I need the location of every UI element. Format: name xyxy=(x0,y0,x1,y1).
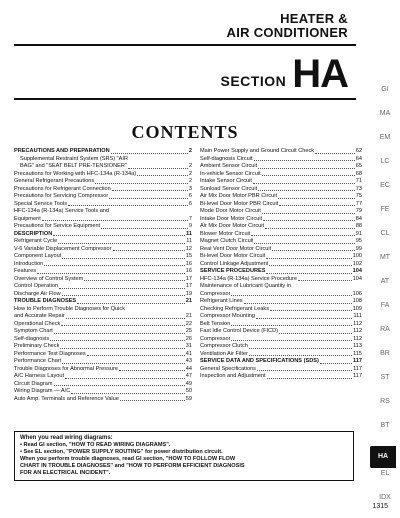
toc-leader-dots xyxy=(119,370,185,371)
toc-page-number: 22 xyxy=(185,320,192,327)
toc-leader-dots xyxy=(231,325,352,326)
toc-section-heading[interactable] xyxy=(14,148,192,156)
toc-entry[interactable] xyxy=(200,351,362,359)
toc-entry-title: Auto Amp. Terminals and Reference Value xyxy=(14,395,119,402)
toc-left-column xyxy=(14,148,192,403)
toc-entry-title: Checking Refrigerant Leaks xyxy=(200,305,270,312)
toc-page-number: 16 xyxy=(185,268,192,274)
toc-page-number: 64 xyxy=(355,155,362,162)
title-line-1: HEATER & xyxy=(280,11,348,26)
toc-entry-title: Equipment xyxy=(14,215,41,222)
toc-entry[interactable] xyxy=(200,276,362,284)
toc-leader-dots xyxy=(269,265,351,266)
toc-leader-dots xyxy=(266,258,351,259)
toc-leader-dots xyxy=(87,355,185,356)
toc-page-number: 47 xyxy=(185,373,192,379)
toc-page-number: 68 xyxy=(355,170,362,177)
toc-leader-dots xyxy=(66,318,185,319)
toc-entry[interactable] xyxy=(14,171,192,179)
section-tab-mt[interactable]: MT xyxy=(379,254,391,261)
section-index-tabs xyxy=(370,0,400,518)
toc-section-heading[interactable] xyxy=(14,298,192,306)
section-tab-at[interactable]: AT xyxy=(380,278,390,285)
toc-entry[interactable] xyxy=(14,276,192,284)
toc-entry[interactable] xyxy=(14,246,192,254)
toc-entry-title: Intake Door Motor Circuit xyxy=(200,215,263,222)
section-tab-bt[interactable]: BT xyxy=(380,422,390,429)
toc-entry[interactable] xyxy=(200,156,362,164)
toc-leader-dots xyxy=(109,198,188,199)
toc-page-number: 111 xyxy=(353,313,362,319)
toc-page-number: 21 xyxy=(185,298,192,304)
toc-entry-title: Refrigerant Lines xyxy=(200,298,243,304)
toc-entry-title: Self-diagnosis xyxy=(14,335,50,342)
toc-leader-dots xyxy=(279,205,354,206)
toc-entry[interactable] xyxy=(14,223,192,231)
toc-entry[interactable] xyxy=(200,178,362,186)
toc-page-number: 3 xyxy=(188,185,192,192)
toc-page-number: 108 xyxy=(352,298,362,304)
toc-entry-title: Magnet Clutch Circuit xyxy=(200,238,254,244)
toc-entry-title: Air Mix Door Motor Circuit xyxy=(200,223,265,229)
toc-entry-title: Blower Motor Circuit xyxy=(200,230,251,237)
toc-entry-title: Control Linkage Adjustment xyxy=(200,260,269,267)
toc-entry[interactable] xyxy=(200,261,362,269)
notice-line-5: CHART IN TROUBLE DIAGNOSES" and "HOW TO PERFORM EFFICIENT DIAGNOSIS xyxy=(20,463,245,469)
toc-entry[interactable] xyxy=(14,253,192,261)
section-tab-br[interactable]: BR xyxy=(380,350,390,357)
toc-entry[interactable] xyxy=(200,253,362,261)
page-number: 1315 xyxy=(372,503,388,510)
toc-page-number: 91 xyxy=(355,230,362,237)
toc-entry[interactable] xyxy=(14,268,192,276)
toc-leader-dots xyxy=(254,160,355,161)
toc-entry-title: V-6 Variable Displacement Compressor xyxy=(14,245,112,252)
toc-entry-title: Control Operation xyxy=(14,283,59,289)
section-tab-ec[interactable]: EC xyxy=(380,182,390,189)
toc-entry[interactable] xyxy=(14,351,192,359)
toc-page-number: 100 xyxy=(352,253,362,259)
toc-leader-dots xyxy=(251,235,354,236)
toc-page-number: 84 xyxy=(355,215,362,222)
toc-page-number: 99 xyxy=(355,245,362,252)
toc-leader-dots xyxy=(315,153,355,154)
toc-page-number: 88 xyxy=(355,223,362,229)
toc-leader-dots xyxy=(231,295,351,296)
toc-page-number: 102 xyxy=(352,260,362,267)
section-tab-cl[interactable]: CL xyxy=(380,230,390,237)
toc-entry-title: Real Vent Door Motor Circuit xyxy=(200,245,272,252)
toc-leader-dots xyxy=(249,355,352,356)
toc-entry-title: Refrigerant Cycle xyxy=(14,238,58,244)
toc-entry-title: Maintenance of Lubricant Quantity in xyxy=(200,283,292,289)
toc-entry-title: Discharge Air Flow xyxy=(14,290,61,297)
toc-entry-title: Overview of Control System xyxy=(14,275,84,282)
toc-entry-title: Component Layout xyxy=(14,253,62,259)
header-rule-top xyxy=(14,44,356,46)
section-tab-idx[interactable]: IDX xyxy=(379,494,391,501)
toc-page-number: 26 xyxy=(185,335,192,342)
toc-page-number: 6 xyxy=(188,193,192,199)
toc-page-number: 112 xyxy=(353,335,362,342)
toc-entry[interactable] xyxy=(200,216,362,224)
toc-page-number: 11 xyxy=(186,230,192,237)
toc-leader-dots xyxy=(262,175,355,176)
toc-leader-dots xyxy=(231,340,352,341)
toc-page-number: 11 xyxy=(186,238,192,244)
toc-page-number: 2 xyxy=(188,178,192,184)
toc-leader-dots xyxy=(298,280,352,281)
toc-leader-dots xyxy=(53,235,185,236)
toc-entry-title: and Accurate Repair xyxy=(14,313,65,319)
toc-entry-title: In-vehicle Sensor Circuit xyxy=(200,170,261,177)
toc-leader-dots xyxy=(128,168,188,169)
toc-entry[interactable] xyxy=(200,148,362,156)
toc-leader-dots xyxy=(111,153,188,154)
toc-page-number: 50 xyxy=(185,388,192,394)
contents-title: CONTENTS xyxy=(131,122,239,142)
toc-page-number: 62 xyxy=(355,148,362,154)
section-tab-rs[interactable]: RS xyxy=(380,398,390,405)
section-heading xyxy=(220,52,348,96)
toc-entry[interactable] xyxy=(14,193,192,201)
toc-leader-dots xyxy=(61,325,184,326)
toc-leader-dots xyxy=(272,250,355,251)
toc-leader-dots xyxy=(263,220,355,221)
toc-page-number: 12 xyxy=(185,245,192,252)
toc-page-number: 104 xyxy=(352,275,362,282)
toc-entry-title: A/C Harness Layout xyxy=(14,373,65,379)
header-rule-bottom xyxy=(14,98,356,100)
toc-page-number: 9 xyxy=(188,223,192,229)
toc-page-number: 112 xyxy=(353,320,362,327)
toc-entry-title: HFC-134a (R-134a) Service Tools and xyxy=(14,208,110,214)
toc-entry[interactable] xyxy=(14,201,192,209)
toc-entry-title: PRECAUTIONS AND PREPARATION xyxy=(14,148,110,154)
toc-entry[interactable] xyxy=(14,366,192,374)
toc-leader-dots xyxy=(270,310,352,311)
toc-leader-dots xyxy=(101,228,188,229)
toc-entry[interactable] xyxy=(200,246,362,254)
toc-entry[interactable] xyxy=(14,238,192,246)
toc-entry-title: Special Service Tools xyxy=(14,200,68,207)
toc-leader-dots xyxy=(62,363,185,364)
toc-page-number: 79 xyxy=(355,208,362,214)
toc-entry[interactable] xyxy=(14,321,192,329)
toc-entry-title: Inspection and Adjustment xyxy=(200,373,266,379)
toc-leader-dots xyxy=(65,378,185,379)
toc-entry[interactable] xyxy=(200,208,362,216)
toc-entry[interactable] xyxy=(14,388,192,396)
toc-leader-dots xyxy=(257,370,352,371)
toc-entry-title: Preliminary Check xyxy=(14,343,60,349)
toc-page-number: 6 xyxy=(188,200,192,207)
toc-entry[interactable] xyxy=(14,208,192,216)
toc-page-number: 59 xyxy=(185,395,192,402)
toc-page-number: 44 xyxy=(185,365,192,372)
toc-page-number: 117 xyxy=(353,365,362,372)
toc-page-number: 43 xyxy=(185,358,192,364)
toc-entry-title: Features xyxy=(14,268,37,274)
toc-entry[interactable] xyxy=(200,343,362,351)
toc-leader-dots xyxy=(253,183,355,184)
toc-entry-title: Bi-level Door Motor Circuit xyxy=(200,253,266,259)
toc-entry[interactable] xyxy=(200,238,362,246)
section-tab-gi[interactable]: GI xyxy=(381,86,389,93)
section-tab-ra[interactable]: RA xyxy=(380,326,390,333)
toc-page-number: 117 xyxy=(353,373,362,379)
toc-entry-title: Ventilation Air Filter xyxy=(200,350,248,357)
toc-page-number: 21 xyxy=(185,313,192,319)
toc-leader-dots xyxy=(68,205,188,206)
toc-leader-dots xyxy=(256,318,352,319)
toc-entry-title: DESCRIPTION xyxy=(14,230,53,237)
notice-line-3: • See EL section, "POWER SUPPLY ROUTING" for power distribution circuit. xyxy=(20,449,223,455)
toc-entry-title: Belt Tension xyxy=(200,320,231,327)
toc-page-number: 117 xyxy=(352,358,362,364)
toc-entry-title: BAG" and "SEAT BELT PRE-TENSIONER" xyxy=(20,163,127,169)
toc-entry-title: Precautions for Refrigerant Connection xyxy=(14,185,111,192)
toc-entry[interactable] xyxy=(200,193,362,201)
toc-leader-dots xyxy=(54,333,185,334)
toc-leader-dots xyxy=(54,385,185,386)
toc-entry[interactable] xyxy=(200,373,362,381)
toc-leader-dots xyxy=(58,243,185,244)
toc-leader-dots xyxy=(279,333,352,334)
toc-leader-dots xyxy=(50,340,185,341)
toc-page-number: 112 xyxy=(353,328,362,334)
toc-page-number: 75 xyxy=(355,193,362,199)
toc-entry-title: Mode Door Motor Circuit xyxy=(200,208,261,214)
toc-entry[interactable] xyxy=(200,306,362,314)
toc-page-number: 115 xyxy=(353,350,362,357)
toc-entry[interactable] xyxy=(200,186,362,194)
toc-entry[interactable] xyxy=(200,366,362,374)
toc-leader-dots xyxy=(59,288,185,289)
toc-page-number: 73 xyxy=(355,185,362,192)
toc-entry[interactable] xyxy=(14,306,192,314)
toc-entry[interactable] xyxy=(200,336,362,344)
toc-entry-title: General Specifications xyxy=(200,365,256,372)
toc-leader-dots xyxy=(254,243,354,244)
title-line-2: AIR CONDITIONER xyxy=(226,25,348,40)
toc-section-heading[interactable] xyxy=(200,358,362,366)
toc-entry-title: Bi-level Door Motor PBR Circuit xyxy=(200,200,279,207)
notice-line-1: When you read wiring diagrams: xyxy=(20,435,113,441)
toc-leader-dots xyxy=(112,190,188,191)
toc-leader-dots xyxy=(77,303,185,304)
toc-page-number: 49 xyxy=(185,380,192,387)
toc-entry[interactable] xyxy=(14,283,192,291)
toc-leader-dots xyxy=(62,295,185,296)
toc-leader-dots xyxy=(84,280,184,281)
toc-entry[interactable] xyxy=(14,261,192,269)
toc-page-number: 19 xyxy=(185,290,192,297)
toc-leader-dots xyxy=(71,393,185,394)
toc-entry-title: Compressor Mounting xyxy=(200,313,256,319)
toc-entry[interactable] xyxy=(14,186,192,194)
toc-page-number: 106 xyxy=(352,290,362,297)
toc-entry[interactable] xyxy=(14,178,192,186)
toc-entry-title: Intake Sensor Circuit xyxy=(200,178,252,184)
toc-entry[interactable] xyxy=(14,343,192,351)
section-tab-fa[interactable]: FA xyxy=(380,302,390,309)
toc-page-number: 65 xyxy=(355,163,362,169)
toc-leader-dots xyxy=(258,168,355,169)
toc-entry[interactable] xyxy=(14,328,192,336)
notice-line-6: FOR AN ELECTRICAL INCIDENT". xyxy=(20,470,111,476)
section-tab-st[interactable]: ST xyxy=(380,374,390,381)
toc-leader-dots xyxy=(137,175,188,176)
section-tab-fe[interactable]: FE xyxy=(380,206,390,213)
toc-entry[interactable] xyxy=(14,381,192,389)
toc-entry[interactable] xyxy=(200,321,362,329)
section-tab-lc[interactable]: LC xyxy=(380,158,390,165)
toc-leader-dots xyxy=(60,348,184,349)
toc-entry-title: HFC-134a (R-134a) Service Procedure xyxy=(200,275,297,282)
toc-entry[interactable] xyxy=(14,336,192,344)
toc-entry-title: Air Mix Door Motor PBR Circuit xyxy=(200,193,278,199)
toc-entry[interactable] xyxy=(14,163,192,171)
section-code: HA xyxy=(292,52,348,96)
toc-entry[interactable] xyxy=(14,396,192,404)
toc-entry-title: Compressor xyxy=(200,335,231,342)
toc-leader-dots xyxy=(120,400,185,401)
toc-page-number: 31 xyxy=(185,343,192,349)
toc-leader-dots xyxy=(258,190,355,191)
toc-leader-dots xyxy=(278,198,355,199)
toc-page-number: 2 xyxy=(188,163,192,169)
toc-leader-dots xyxy=(44,265,185,266)
toc-leader-dots xyxy=(42,220,188,221)
section-tab-ha[interactable]: HA xyxy=(370,446,396,468)
toc-page-number: 95 xyxy=(355,238,362,244)
toc-entry[interactable] xyxy=(200,163,362,171)
toc-leader-dots xyxy=(266,273,351,274)
toc-entry-title: Circuit Diagram xyxy=(14,380,53,387)
toc-entry-title: SERVICE DATA AND SPECIFICATIONS (SDS) xyxy=(200,358,319,364)
toc-entry-title: General Refrigerant Precautions xyxy=(14,178,95,184)
toc-leader-dots xyxy=(249,348,352,349)
toc-section-heading[interactable] xyxy=(14,231,192,239)
toc-section-heading[interactable] xyxy=(200,268,362,276)
toc-entry-title: Compressor xyxy=(200,290,231,297)
toc-page-number: 25 xyxy=(185,328,192,334)
toc-page-number: 16 xyxy=(185,260,192,267)
toc-entry[interactable] xyxy=(14,156,192,164)
toc-leader-dots xyxy=(244,303,352,304)
toc-entry-title: Precautions for Servicing Compressor xyxy=(14,193,109,199)
toc-entry[interactable] xyxy=(200,328,362,336)
section-label: SECTION xyxy=(220,73,287,89)
toc-entry-title: Fast Idle Control Device (FICD) xyxy=(200,328,279,334)
toc-entry-title: Sunload Sensor Circuit xyxy=(200,185,258,192)
toc-entry[interactable] xyxy=(14,373,192,381)
toc-entry-title: How to Perform Trouble Diagnoses for Quick xyxy=(14,305,125,312)
notice-line-4: When you perform trouble diagnoses, read GI section, "HOW TO FOLLOW FLOW xyxy=(20,456,236,462)
toc-entry[interactable] xyxy=(14,216,192,224)
toc-entry-title: Trouble Diagnoses for Abnormal Pressure xyxy=(14,365,118,372)
toc-entry[interactable] xyxy=(200,291,362,299)
toc-page-number: 104 xyxy=(352,268,362,274)
toc-page-number: 41 xyxy=(185,350,192,357)
toc-leader-dots xyxy=(267,378,352,379)
toc-leader-dots xyxy=(62,258,184,259)
toc-entry-title: Precautions for Working with HFC-134a (R-134a) xyxy=(14,170,137,177)
toc-leader-dots xyxy=(37,273,185,274)
toc-page-number: 2 xyxy=(188,170,192,177)
toc-entry-title: Precautions for Service Equipment xyxy=(14,223,101,229)
toc-entry[interactable] xyxy=(200,223,362,231)
toc-entry-title: Supplemental Restraint System (SRS) "AIR xyxy=(20,155,128,162)
section-tab-ma[interactable]: MA xyxy=(379,110,391,117)
toc-entry[interactable] xyxy=(200,283,362,291)
manual-title xyxy=(227,12,349,40)
toc-right-column xyxy=(200,148,362,381)
toc-entry[interactable] xyxy=(200,201,362,209)
toc-page-number: 113 xyxy=(353,343,362,349)
toc-entry-title: Symptom Chart xyxy=(14,328,53,334)
toc-entry-title: Main Power Supply and Ground Circuit Check xyxy=(200,148,315,154)
toc-page-number: 2 xyxy=(188,148,192,154)
wiring-diagram-notice xyxy=(14,431,354,481)
toc-entry-title: SERVICE PROCEDURES xyxy=(200,268,266,274)
toc-entry-title: Compressor Clutch xyxy=(200,343,248,349)
toc-entry-title: Operational Check xyxy=(14,320,61,327)
toc-entry-title: Self-diagnosis Circuit xyxy=(200,155,253,162)
toc-entry[interactable] xyxy=(200,231,362,239)
toc-entry-title: Introduction xyxy=(14,260,44,267)
toc-page-number: 109 xyxy=(352,305,362,312)
toc-entry-title: TROUBLE DIAGNOSES xyxy=(14,298,77,304)
notice-line-2: • Read GI section, "HOW TO READ WIRING DIAGRAMS". xyxy=(20,442,171,448)
toc-entry-title: Performance Test Diagnoses xyxy=(14,350,86,357)
toc-entry-title: Performance Chart xyxy=(14,358,62,364)
toc-page-number: 71 xyxy=(355,178,362,184)
toc-entry[interactable] xyxy=(200,313,362,321)
section-tab-em[interactable]: EM xyxy=(379,134,391,141)
toc-entry-title: Wiring Diagram — A/C xyxy=(14,388,71,394)
toc-entry[interactable] xyxy=(14,313,192,321)
toc-leader-dots xyxy=(265,228,355,229)
toc-leader-dots xyxy=(262,213,355,214)
toc-entry[interactable] xyxy=(200,298,362,306)
toc-leader-dots xyxy=(320,363,352,364)
section-tab-el[interactable]: EL xyxy=(380,470,390,477)
toc-entry[interactable] xyxy=(14,358,192,366)
toc-page-number: 77 xyxy=(355,200,362,207)
toc-entry[interactable] xyxy=(200,171,362,179)
toc-page-number: 17 xyxy=(185,283,192,289)
toc-page-number: 15 xyxy=(185,253,192,259)
toc-leader-dots xyxy=(95,183,188,184)
toc-entry[interactable] xyxy=(14,291,192,299)
toc-entry-title: Ambient Sensor Circuit xyxy=(200,163,258,169)
toc-leader-dots xyxy=(113,250,185,251)
toc-page-number: 7 xyxy=(188,215,192,222)
toc-page-number: 17 xyxy=(185,275,192,282)
